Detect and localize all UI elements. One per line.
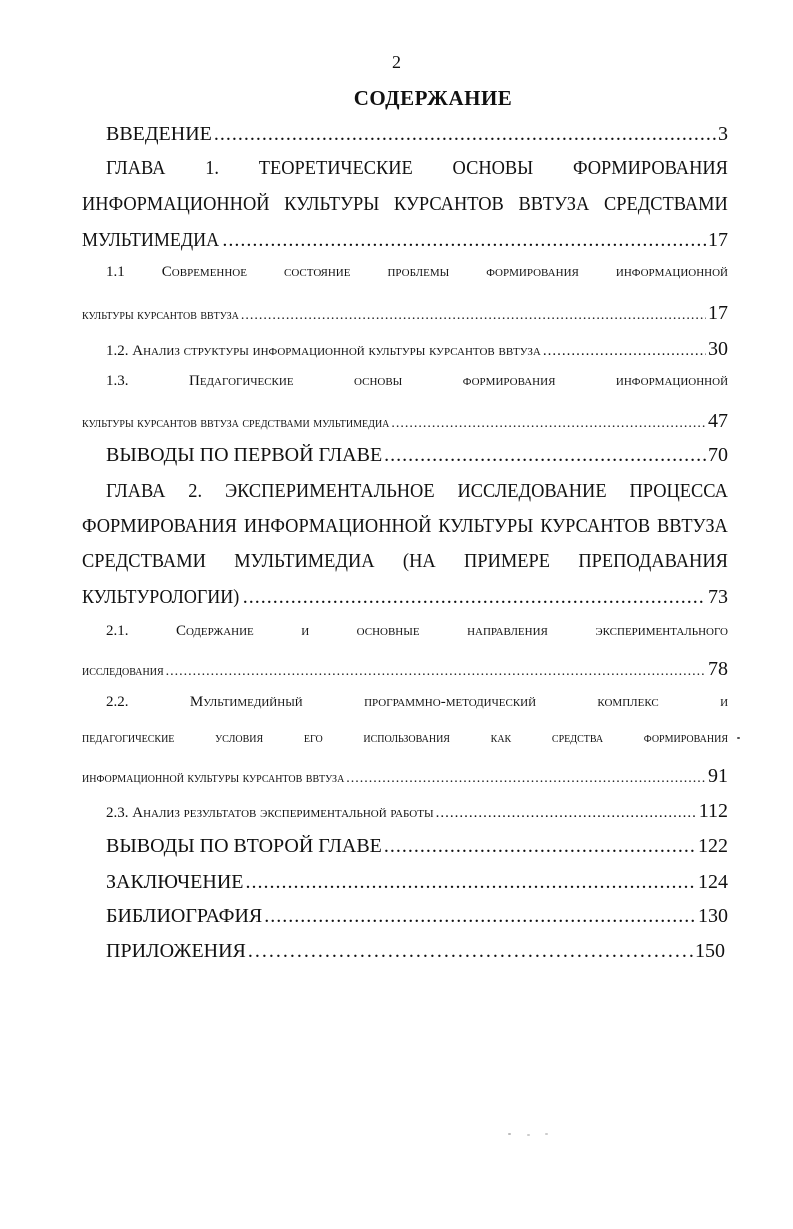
toc-entry-2-3[interactable]	[106, 800, 728, 823]
toc-label: БИБЛИОГРАФИЯ	[106, 905, 263, 927]
toc-label: культуры курсантов ввтуза средствами мультимедиа	[82, 416, 390, 431]
toc-label: информационной культуры курсантов ввтуза	[82, 771, 345, 786]
toc-label: КУЛЬТУРОЛОГИИ)	[82, 586, 240, 608]
toc-page: 17	[708, 229, 728, 251]
toc-entry-bibliography[interactable]	[106, 905, 728, 928]
word: (НА	[402, 550, 436, 572]
word: 2.1.	[106, 623, 129, 639]
word: КУРСАНТОВ	[540, 515, 651, 537]
word: экспериментального	[595, 623, 728, 639]
toc-entry-2-2-line2[interactable]	[82, 731, 728, 747]
toc-entry-chapter-1-line1[interactable]	[106, 157, 728, 180]
leader-dots	[222, 229, 706, 252]
leader-dots	[264, 905, 696, 928]
scan-speck	[527, 1134, 530, 1136]
leader-dots	[166, 664, 706, 680]
toc-label: 1.2. Анализ структуры информационной культуры курсантов ввтуза	[106, 343, 541, 359]
toc-entry-chapter-1-line2[interactable]	[82, 193, 728, 216]
toc-label: ПРИЛОЖЕНИЯ	[106, 940, 246, 962]
leader-dots	[384, 444, 706, 467]
word: ПРЕПОДАВАНИЯ	[578, 550, 728, 572]
leader-dots	[245, 871, 696, 894]
toc-page: 122	[698, 835, 728, 857]
toc-page: 73	[708, 586, 728, 608]
toc-entry-2-2-line1[interactable]	[106, 694, 728, 711]
toc-entry-1-3-line2[interactable]	[82, 410, 728, 433]
toc-page: 30	[708, 338, 728, 360]
toc-label: 1.1 Современное состояние проблемы формирования информационной	[106, 264, 728, 280]
toc-label: ВЫВОДЫ ПО ВТОРОЙ ГЛАВЕ	[106, 835, 382, 857]
word: ФОРМИРОВАНИЯ	[573, 157, 728, 179]
toc-page: 70	[708, 444, 728, 466]
toc-page: 91	[708, 765, 728, 787]
word: и	[301, 623, 310, 639]
word: 1.	[205, 157, 219, 179]
word: и	[720, 694, 729, 710]
toc-page: 3	[718, 123, 728, 145]
toc-label: исследования	[82, 664, 164, 679]
toc-label: ЗАКЛЮЧЕНИЕ	[106, 871, 244, 893]
toc-page: 112	[698, 800, 728, 822]
word: информационной	[615, 373, 729, 389]
word: ОСНОВЫ	[452, 157, 534, 179]
word: СРЕДСТВАМИ	[82, 550, 206, 572]
word: СРЕДСТВАМИ	[603, 193, 728, 215]
toc-entry-chapter-1-line3[interactable]	[82, 229, 728, 252]
toc-page: 78	[708, 658, 728, 680]
word: ВВТУЗА	[657, 515, 728, 537]
word: ВВТУЗА	[518, 193, 590, 215]
toc-label: педагогические условия его использования как средства формирования	[82, 731, 728, 746]
toc-entry-conclusions-1[interactable]	[106, 444, 728, 467]
word: 2.	[188, 480, 203, 502]
page-number: 2	[392, 52, 401, 72]
scan-speck	[545, 1133, 548, 1135]
word: Содержание	[175, 623, 254, 639]
toc-entry-1-3-line1[interactable]	[106, 373, 728, 390]
word: ИССЛЕДОВАНИЕ	[457, 480, 607, 502]
word: ПРИМЕРЕ	[464, 550, 550, 572]
toc-label: ВЫВОДЫ ПО ПЕРВОЙ ГЛАВЕ	[106, 444, 383, 466]
leader-dots	[436, 805, 697, 822]
word: формирования	[462, 373, 556, 389]
toc-entry-appendices[interactable]	[106, 940, 725, 963]
word: ПРОЦЕССА	[629, 480, 728, 502]
leader-dots	[346, 771, 706, 787]
page-title: СОДЕРЖАНИЕ	[353, 86, 513, 110]
word: ФОРМИРОВАНИЯ	[82, 515, 237, 537]
word: ТЕОРЕТИЧЕСКИЕ	[258, 157, 413, 179]
word: КУРСАНТОВ	[393, 193, 504, 215]
leader-dots	[543, 343, 706, 360]
toc-page: 17	[708, 302, 728, 324]
toc-entry-chapter-2-line4[interactable]	[82, 586, 728, 609]
word: МУЛЬТИМЕДИА	[234, 550, 375, 572]
leader-dots	[391, 416, 706, 432]
toc-entry-1-1-line1[interactable]	[106, 264, 728, 281]
scan-speck	[508, 1133, 511, 1135]
leader-dots	[214, 123, 716, 146]
toc-entry-chapter-2-line1[interactable]	[106, 480, 728, 503]
toc-page: 130	[698, 905, 728, 927]
word: КУЛЬТУРЫ	[284, 193, 380, 215]
toc-entry-1-2[interactable]	[106, 338, 728, 361]
toc-entry-2-1-line1[interactable]	[106, 623, 728, 640]
toc-page: 47	[708, 410, 728, 432]
word: ГЛАВА	[106, 480, 166, 502]
word: 2.2.	[106, 694, 129, 710]
toc-entry-chapter-2-line2[interactable]	[82, 515, 728, 538]
word: комплекс	[597, 694, 659, 710]
leader-dots	[248, 940, 693, 963]
toc-label: 2.3. Анализ результатов экспериментальной работы	[106, 805, 434, 821]
word: Мультимедийный	[189, 694, 303, 710]
word: направления	[467, 623, 548, 639]
toc-entry-chapter-2-line3[interactable]	[82, 550, 728, 573]
toc-entry-intro[interactable]	[106, 123, 728, 146]
toc-label: МУЛЬТИМЕДИА	[82, 229, 220, 251]
word: основные	[356, 623, 420, 639]
word: ИНФОРМАЦИОННОЙ	[82, 193, 270, 215]
word: программно-методический	[364, 694, 537, 710]
word: ГЛАВА	[106, 157, 166, 179]
toc-page: 150	[695, 940, 725, 962]
leader-dots	[243, 586, 706, 609]
word: КУЛЬТУРЫ	[438, 515, 534, 537]
word: Педагогические	[189, 373, 294, 389]
toc-entry-conclusion[interactable]	[106, 871, 728, 894]
scan-speck	[737, 737, 740, 739]
toc-label: культуры курсантов ввтуза	[82, 308, 239, 323]
toc-entry-2-2-line3[interactable]	[82, 765, 728, 788]
leader-dots	[384, 835, 696, 858]
word: ИНФОРМАЦИОННОЙ	[243, 515, 432, 537]
word: ЭКСПЕРИМЕНТАЛЬНОЕ	[224, 480, 435, 502]
toc-entry-conclusions-2[interactable]	[106, 835, 728, 858]
toc-entry-2-1-line2[interactable]	[82, 658, 728, 681]
toc-page: 124	[698, 871, 728, 893]
leader-dots	[241, 308, 706, 324]
word: 1.3.	[106, 373, 129, 389]
toc-entry-1-1-line2[interactable]	[82, 302, 728, 325]
word: основы	[354, 373, 403, 389]
toc-label: ВВЕДЕНИЕ	[106, 123, 212, 145]
